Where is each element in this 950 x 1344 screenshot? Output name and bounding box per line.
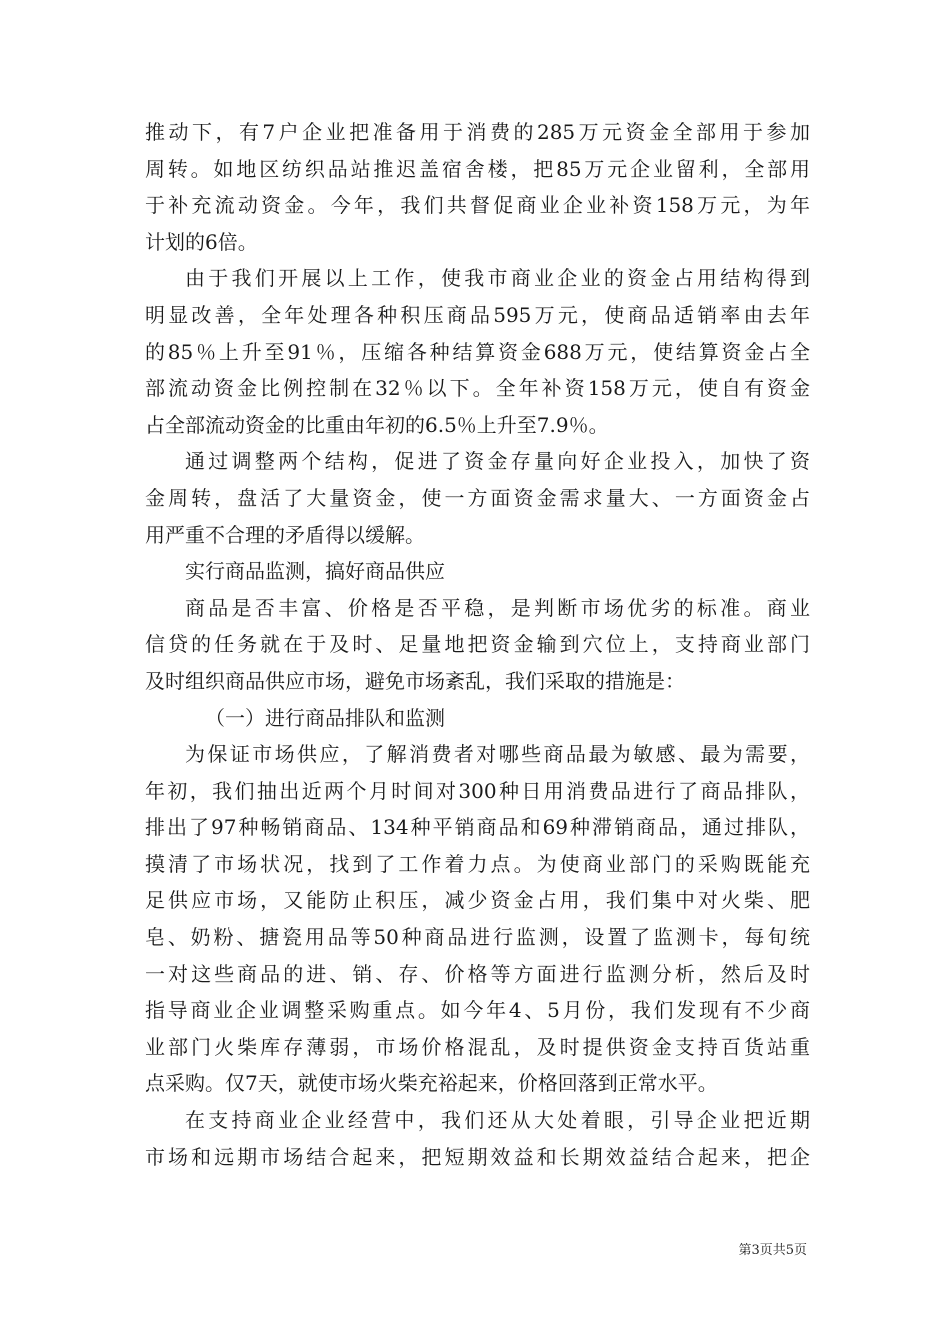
text-line: 通过调整两个结构，促进了资金存量向好企业投入，加快了资 bbox=[185, 449, 810, 474]
text-line: 推动下，有7户企业把准备用于消费的285万元资金全部用于参加 bbox=[145, 120, 810, 144]
text-line: 金周转，盘活了大量资金，使一方面资金需求量大、一方面资金占 bbox=[145, 485, 810, 510]
text-line: 皂、奶粉、搪瓷用品等50种商品进行监测，设置了监测卡，每旬统 bbox=[145, 925, 810, 950]
text-line: 部流动资金比例控制在32％以下。全年补资158万元，使自有资金 bbox=[145, 376, 810, 401]
document-body bbox=[145, 114, 810, 1175]
text-line: 一对这些商品的进、销、存、价格等方面进行监测分析，然后及时 bbox=[145, 961, 810, 986]
text-line: 用严重不合理的矛盾得以缓解。 bbox=[145, 522, 425, 547]
text-line: 点采购。仅7天，就使市场火柴充裕起来，价格回落到正常水平。 bbox=[145, 1071, 718, 1096]
section-heading: 实行商品监测，搞好商品供应 bbox=[185, 559, 445, 584]
text-line: 于补充流动资金。今年，我们共督促商业企业补资158万元，为年 bbox=[145, 193, 810, 218]
text-line: 摸清了市场状况，找到了工作着力点。为使商业部门的采购既能充 bbox=[145, 851, 810, 876]
text-line: 明显改善，全年处理各种积压商品595万元，使商品适销率由去年 bbox=[145, 302, 810, 327]
text-line: 市场和远期市场结合起来，把短期效益和长期效益结合起来，把企 bbox=[145, 1144, 810, 1169]
text-line: 排出了97种畅销商品、134种平销商品和69种滞销商品，通过排队， bbox=[145, 815, 810, 840]
text-line: 计划的6倍。 bbox=[145, 229, 258, 254]
text-line: 在支持商业企业经营中，我们还从大处着眼，引导企业把近期 bbox=[185, 1108, 810, 1133]
text-line: 及时组织商品供应市场，避免市场紊乱，我们采取的措施是： bbox=[145, 668, 685, 693]
text-line: 为保证市场供应，了解消费者对哪些商品最为敏感、最为需要， bbox=[185, 742, 810, 767]
text-line: 商品是否丰富、价格是否平稳，是判断市场优劣的标准。商业 bbox=[185, 595, 810, 620]
text-line: 周转。如地区纺织品站推迟盖宿舍楼，把85万元企业留利，全部用 bbox=[145, 156, 810, 181]
text-line: 指导商业企业调整采购重点。如今年4、5月份，我们发现有不少商 bbox=[145, 998, 810, 1023]
text-line: 的85％上升至91％，压缩各种结算资金688万元，使结算资金占全 bbox=[145, 339, 810, 364]
text-line: 年初，我们抽出近两个月时间对300种日用消费品进行了商品排队， bbox=[145, 778, 810, 803]
text-line: 业部门火柴库存薄弱，市场价格混乱，及时提供资金支持百货站重 bbox=[145, 1034, 810, 1059]
subsection-heading: （一）进行商品排队和监测 bbox=[205, 705, 445, 730]
text-line: 由于我们开展以上工作，使我市商业企业的资金占用结构得到 bbox=[185, 266, 810, 291]
text-line: 信贷的任务就在于及时、足量地把资金输到穴位上，支持商业部门 bbox=[145, 632, 810, 657]
text-line: 足供应市场，又能防止积压，减少资金占用，我们集中对火柴、肥 bbox=[145, 888, 810, 913]
page-number: 第3页共5页 bbox=[738, 1243, 807, 1258]
text-line: 占全部流动资金的比重由年初的6.5％上升至7.9％。 bbox=[145, 412, 609, 437]
